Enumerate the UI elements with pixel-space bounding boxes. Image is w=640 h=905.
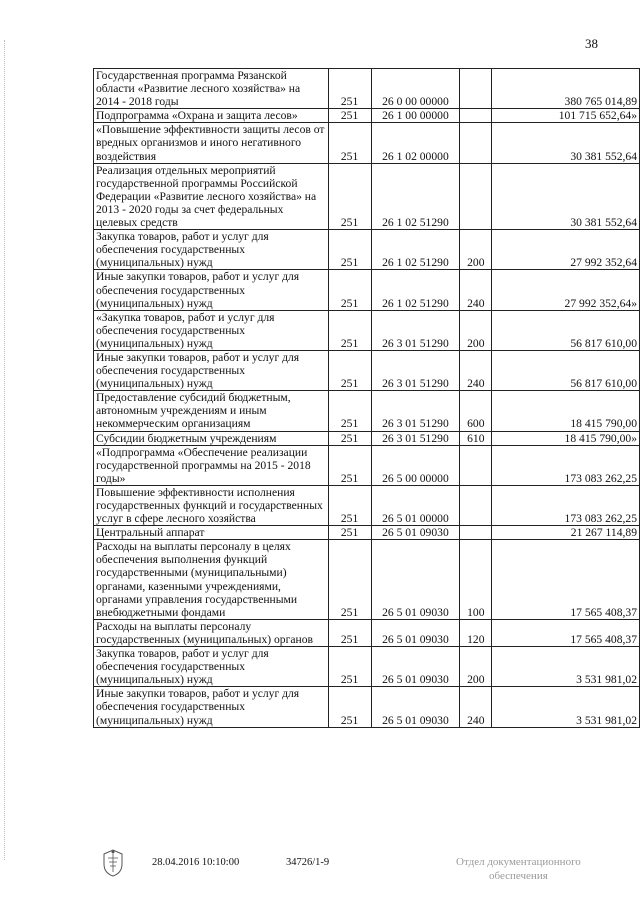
row-name: Закупка товаров, работ и услуг для обеспечения государственных (муниципальных) нужд: [94, 230, 329, 270]
row-sum: 101 715 652,64»: [492, 109, 640, 123]
row-gr-code: 251: [328, 485, 371, 525]
row-cs-code: 26 3 01 51290: [371, 431, 460, 445]
row-sum: 30 381 552,64: [492, 163, 640, 229]
row-sum: 3 531 981,02: [492, 647, 640, 687]
footer-datetime: 28.04.2016 10:10:00: [152, 857, 240, 868]
table-row: [94, 230, 640, 270]
row-cs-code: 26 1 02 51290: [371, 163, 460, 229]
row-name: «Закупка товаров, работ и услуг для обеспечения государственных (муниципальных) нужд: [94, 310, 329, 350]
table-row: [94, 526, 640, 540]
row-vr-code: 240: [460, 687, 492, 727]
row-name: «Повышение эффективности защиты лесов от вредных организмов и иного негативного воздействия: [94, 123, 329, 163]
row-cs-code: 26 3 01 51290: [371, 310, 460, 350]
row-name: Повышение эффективности исполнения государственных функций и государственных услуг в сфере лесного хозяйства: [94, 485, 329, 525]
row-gr-code: 251: [328, 270, 371, 310]
row-vr-code: 240: [460, 270, 492, 310]
row-vr-code: 200: [460, 230, 492, 270]
row-gr-code: 251: [328, 687, 371, 727]
row-cs-code: 26 5 00 00000: [371, 445, 460, 485]
row-cs-code: 26 1 02 51290: [371, 230, 460, 270]
row-gr-code: 251: [328, 163, 371, 229]
table-row: [94, 540, 640, 620]
row-name: Центральный аппарат: [94, 526, 329, 540]
row-vr-code: 100: [460, 540, 492, 620]
row-name: Иные закупки товаров, работ и услуг для обеспечения государственных (муниципальных) нужд: [94, 350, 329, 390]
row-name: Иные закупки товаров, работ и услуг для обеспечения государственных (муниципальных) нужд: [94, 687, 329, 727]
row-sum: 18 415 790,00»: [492, 431, 640, 445]
row-vr-code: 240: [460, 350, 492, 390]
table-row: [94, 69, 640, 109]
row-sum: 27 992 352,64: [492, 230, 640, 270]
row-vr-code: 200: [460, 310, 492, 350]
table-row: [94, 391, 640, 431]
row-gr-code: 251: [328, 69, 371, 109]
page-number: 38: [585, 36, 598, 51]
row-name: Расходы на выплаты персоналу государственных (муниципальных) органов: [94, 619, 329, 646]
row-vr-code: [460, 109, 492, 123]
row-vr-code: [460, 123, 492, 163]
row-cs-code: 26 3 01 51290: [371, 350, 460, 390]
row-sum: 56 817 610,00: [492, 350, 640, 390]
row-cs-code: 26 0 00 00000: [371, 69, 460, 109]
table-row: [94, 123, 640, 163]
row-cs-code: 26 5 01 09030: [371, 687, 460, 727]
row-vr-code: [460, 445, 492, 485]
row-cs-code: 26 3 01 51290: [371, 391, 460, 431]
row-sum: 56 817 610,00: [492, 310, 640, 350]
row-cs-code: 26 1 00 00000: [371, 109, 460, 123]
row-gr-code: 251: [328, 109, 371, 123]
row-vr-code: [460, 69, 492, 109]
row-cs-code: 26 1 02 51290: [371, 270, 460, 310]
row-gr-code: 251: [328, 619, 371, 646]
row-gr-code: 251: [328, 350, 371, 390]
row-vr-code: 600: [460, 391, 492, 431]
footer-doc-number: 34726/1-9: [286, 857, 330, 868]
row-cs-code: 26 5 01 00000: [371, 485, 460, 525]
row-sum: 21 267 114,89: [492, 526, 640, 540]
row-gr-code: 251: [328, 540, 371, 620]
table-row: [94, 270, 640, 310]
coat-of-arms-icon: [100, 848, 126, 878]
row-vr-code: [460, 526, 492, 540]
row-sum: 18 415 790,00: [492, 391, 640, 431]
row-name: Предоставление субсидий бюджетным, автономным учреждениям и иным некоммерческим организациям: [94, 391, 329, 431]
row-name: Расходы на выплаты персоналу в целях обеспечения выполнения функций государственными (муниципальными) органами, казенными учреждениями, органами управления государственными внебюджетными фондами: [94, 540, 329, 620]
row-gr-code: 251: [328, 230, 371, 270]
row-cs-code: 26 1 02 00000: [371, 123, 460, 163]
row-cs-code: 26 5 01 09030: [371, 526, 460, 540]
row-cs-code: 26 5 01 09030: [371, 647, 460, 687]
table-row: [94, 687, 640, 727]
row-gr-code: 251: [328, 526, 371, 540]
stamp-line-2: обеспечения: [489, 870, 548, 882]
table-row: [94, 445, 640, 485]
row-gr-code: 251: [328, 431, 371, 445]
table-row: [94, 163, 640, 229]
row-name: «Подпрограмма «Обеспечение реализации государственной программы на 2015 - 2018 годы»: [94, 445, 329, 485]
table-row: [94, 109, 640, 123]
row-sum: 380 765 014,89: [492, 69, 640, 109]
row-gr-code: 251: [328, 445, 371, 485]
row-name: Государственная программа Рязанской области «Развитие лесного хозяйства» на 2014 - 2018 годы: [94, 69, 329, 109]
department-stamp: [456, 855, 581, 883]
row-name: Закупка товаров, работ и услуг для обеспечения государственных (муниципальных) нужд: [94, 647, 329, 687]
row-vr-code: 200: [460, 647, 492, 687]
row-name: Подпрограмма «Охрана и защита лесов»: [94, 109, 329, 123]
margin-dotted-line: [4, 40, 9, 860]
budget-table: [93, 68, 640, 728]
row-vr-code: [460, 163, 492, 229]
row-name: Иные закупки товаров, работ и услуг для обеспечения государственных (муниципальных) нужд: [94, 270, 329, 310]
table-row: [94, 485, 640, 525]
row-gr-code: 251: [328, 391, 371, 431]
table-row: [94, 647, 640, 687]
row-sum: 173 083 262,25: [492, 485, 640, 525]
row-sum: 17 565 408,37: [492, 619, 640, 646]
table-row: [94, 310, 640, 350]
table-row: [94, 350, 640, 390]
row-name: Субсидии бюджетным учреждениям: [94, 431, 329, 445]
table-row: [94, 431, 640, 445]
row-gr-code: 251: [328, 123, 371, 163]
row-cs-code: 26 5 01 09030: [371, 619, 460, 646]
row-vr-code: 610: [460, 431, 492, 445]
row-sum: 173 083 262,25: [492, 445, 640, 485]
row-vr-code: [460, 485, 492, 525]
stamp-line-1: Отдел документационного: [456, 856, 581, 868]
row-vr-code: 120: [460, 619, 492, 646]
row-sum: 27 992 352,64»: [492, 270, 640, 310]
row-gr-code: 251: [328, 310, 371, 350]
row-sum: 3 531 981,02: [492, 687, 640, 727]
row-cs-code: 26 5 01 09030: [371, 540, 460, 620]
row-name: Реализация отдельных мероприятий государственной программы Российской Федерации «Развитие лесного хозяйства» на 2013 - 2020 годы за счет федеральных целевых средств: [94, 163, 329, 229]
table-row: [94, 619, 640, 646]
row-sum: 30 381 552,64: [492, 123, 640, 163]
row-gr-code: 251: [328, 647, 371, 687]
row-sum: 17 565 408,37: [492, 540, 640, 620]
